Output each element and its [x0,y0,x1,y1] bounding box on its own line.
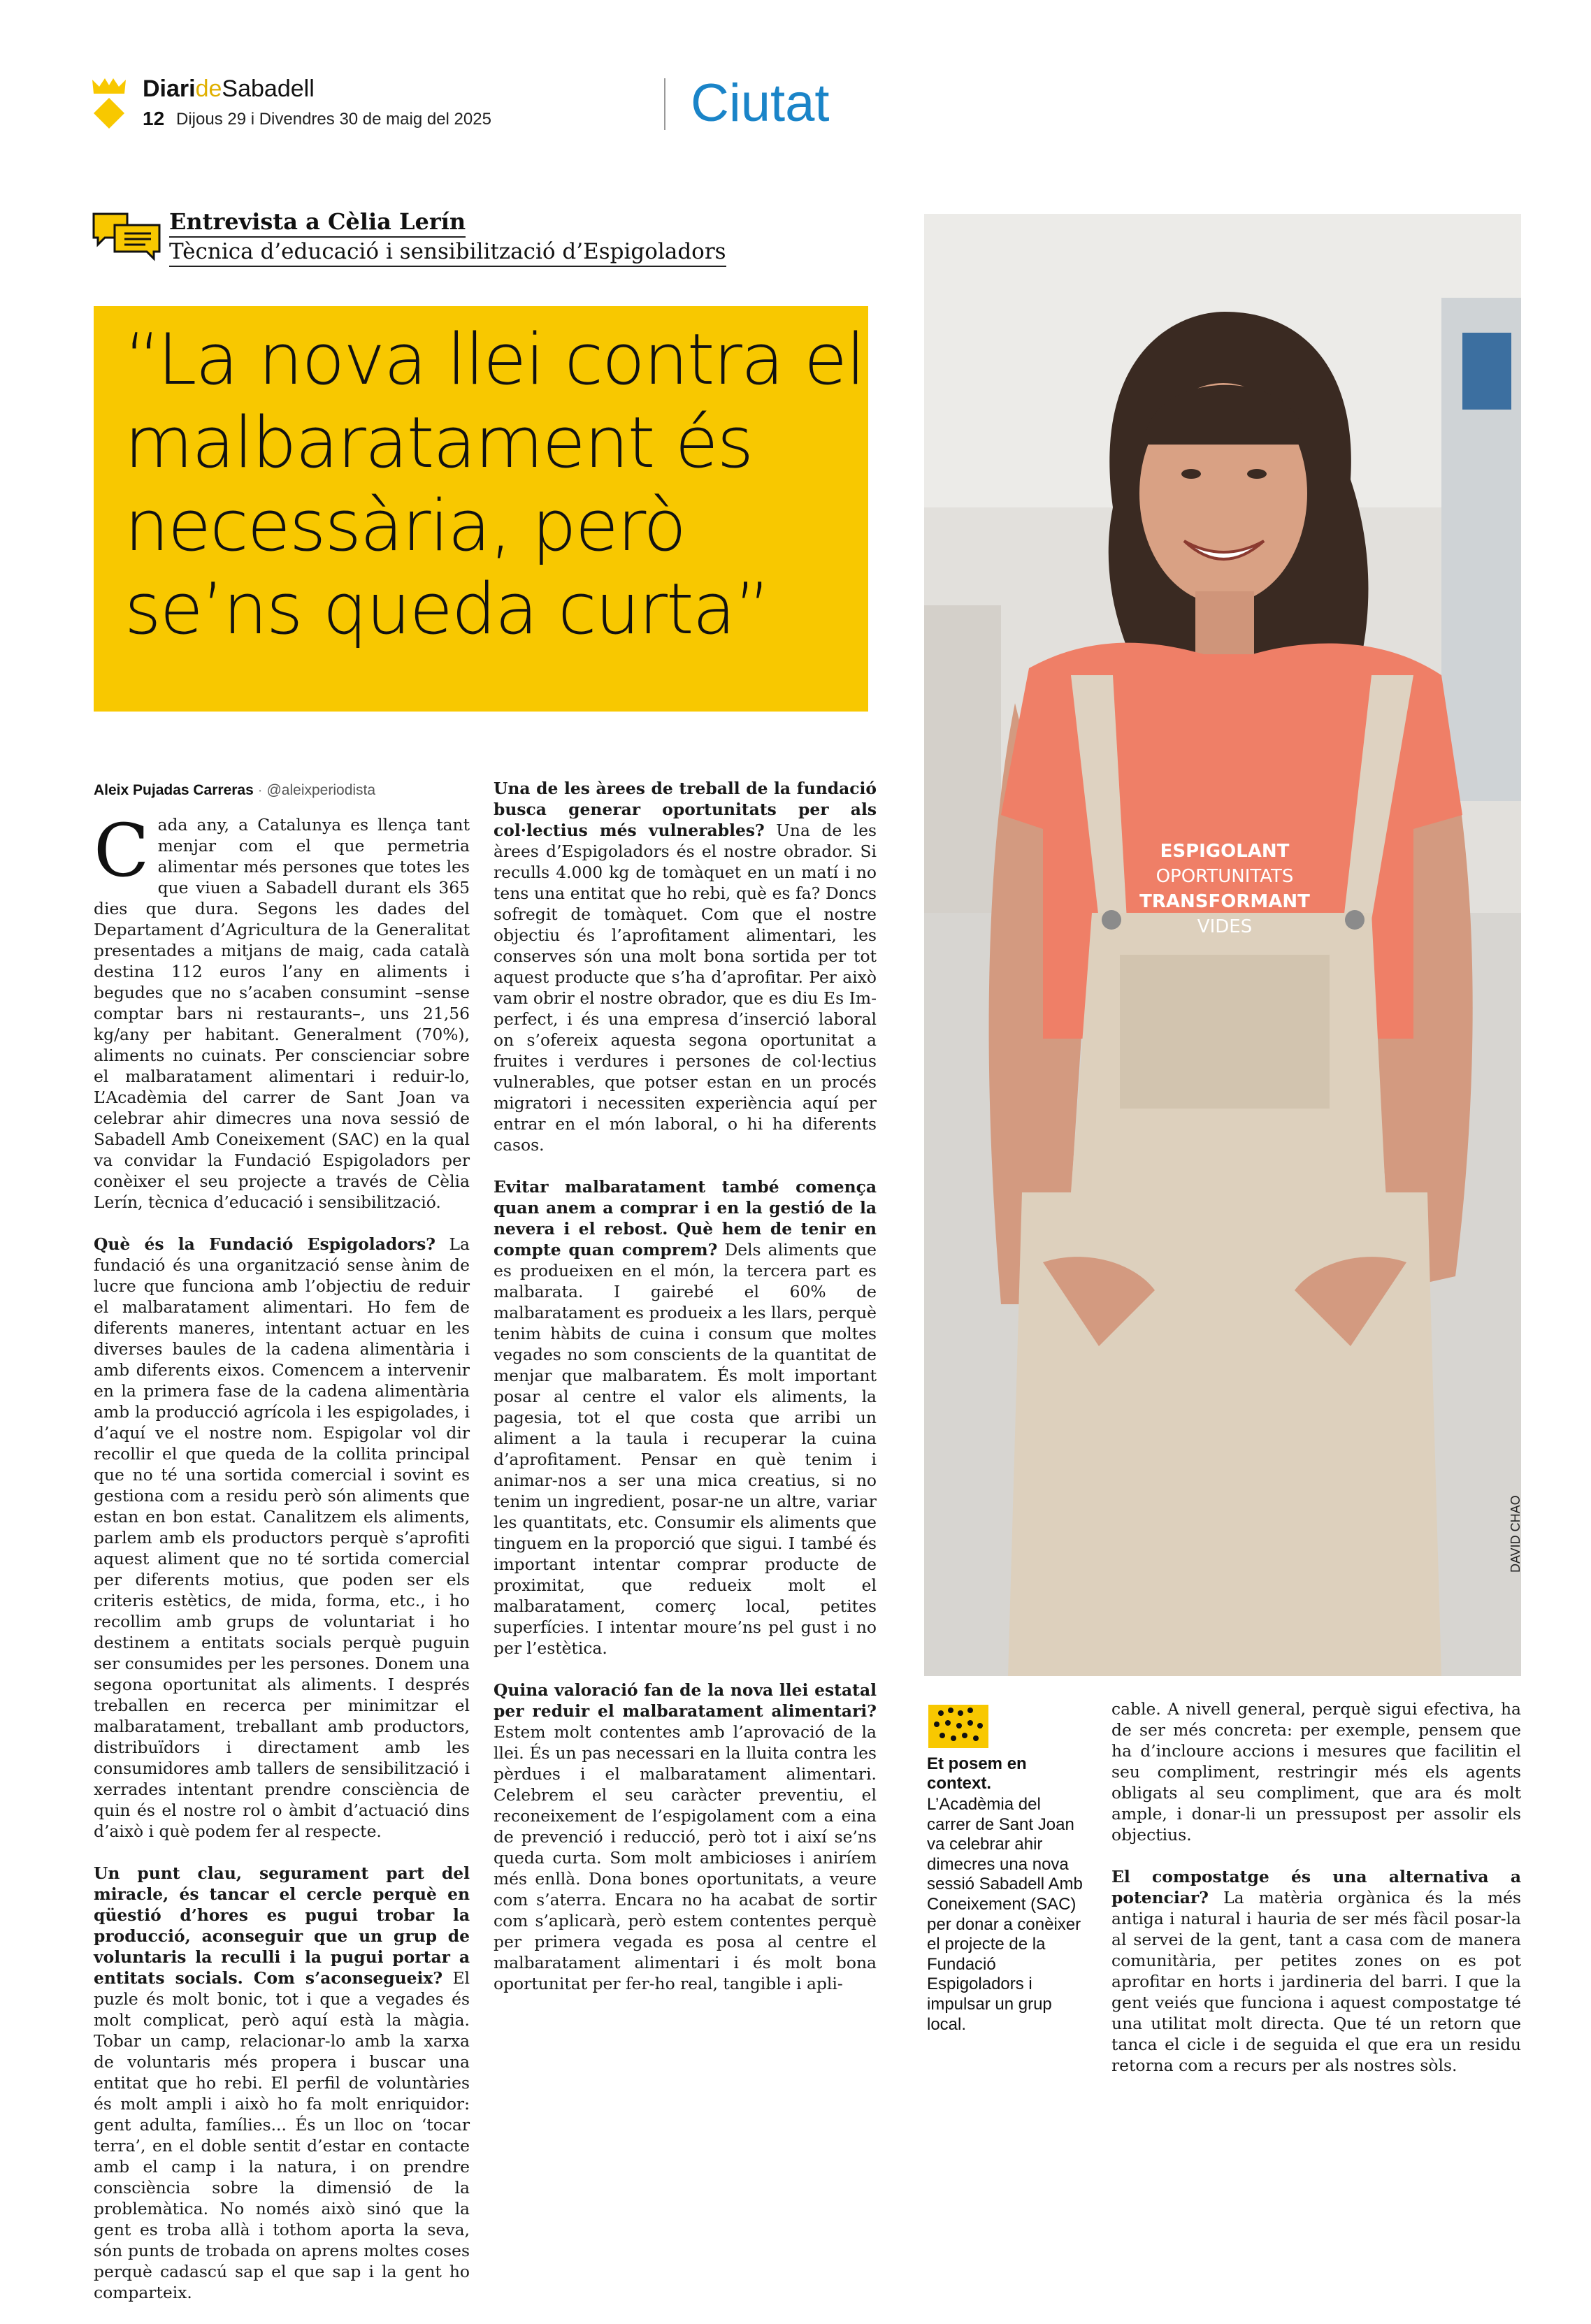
interviewee-role: Tècnica d’educació i sensibilització d’Espigoladors [169,239,726,267]
context-dots-icon [927,1703,990,1749]
article-column-2 [494,778,877,2015]
question-1: Què és la Fundació Espigoladors? [94,1234,436,1254]
shirt-text-line-3: TRANSFORMANT [1139,891,1310,912]
interviewee-photo [924,214,1521,1676]
qa-block-5 [494,1680,877,1994]
section-title[interactable]: Ciutat [691,73,830,133]
newspaper-name-city: Sabadell [222,75,315,102]
portrait-illustration [924,214,1521,1676]
drop-cap: C [94,808,150,893]
article-column-3 [1111,1698,1521,2097]
question-3: Una de les àrees de treball de la fundació busca generar oportunitats per als col·lectius més vulnerables? [494,779,877,840]
photo-credit: DAVID CHAO [1509,1495,1522,1573]
interview-kicker: Entrevista a Cèlia Lerín [169,208,466,238]
newspaper-crest-icon [89,77,129,130]
issue-date: Dijous 29 i Divendres 30 de maig del 2025 [176,110,491,129]
answer-1: La fundació és una organització sense ànim de lucre que funciona amb l’objectiu de reduir el malbaratament alimentari. Ho fem de diferents maneres, intentant actuar en les diverses baules de la cadena alimentària i amb diferents eixos. Comencem a intervenir en la primera fase de la cadena alimentària amb la producció agrícola i les espigolades, i d’aquí ve el nostre nom. Espigolar vol dir recollir el que queda de la collita principal que no té una sortida comercial i sovint es gestiona com a residu però són aliments que estan en bon estat. Canalitzem els aliments, parlem amb els productors perquè s’aprofiti aquest aliment que no té sortida comercial per diferents motius, que poden ser els criteris estètics, de mida, forma, etc., i ho recollim amb grups de voluntariat i ho destinem a entitats socials perquè puguin ser consumides per les persones. Donem una segona oportunitat als aliments. I després treballen en recerca per minimitzar el malbaratament, treballant amb productors, distribuïdors i directament amb les consumidores amb tallers de sensibilització i xerrades intentant prendre consciència de quin és el nostre rol o àmbit d’actuació dins d’això i què podem fer al respecte. [94,1234,470,1841]
shirt-text-line-2: OPORTUNITATS [1156,866,1294,887]
qa-block-6 [1111,1866,1521,2076]
newspaper-name-bold: Diari [143,75,196,102]
interview-chat-icon [91,210,164,261]
byline [94,782,375,799]
header-divider [664,78,665,130]
headline[interactable]: “La nova llei contra el malbaratament és necessària, però se’ns queda curta” [124,318,865,650]
newspaper-name[interactable] [143,75,315,103]
answer-3: Una de les àrees d’Espigoladors és el nostre obrador. Si reculls 4.000 kg de tomàquet en un matí i no tens una entitat que ho rebi, què es fa? Doncs sofregit de tomàquet. Com que el nostre objectiu és l’aprofitament alimentari, les conserves són una molt bona sortida per tot aquest producte que s’ha d’aprofitar. Per això vam obrir el nostre obrador, que es diu Es Im-perfect, i és una empresa d’inserció laboral on s’ofereix aquesta segona oportunitat a fruites i verdures i persones de col·lectius vulnerables, que potser estan en un procés migratori i necessiten experiència aquí per entrar en el món laboral, o hi ha diferents casos. [494,821,877,1155]
question-2: Un punt clau, segurament part del miracle, és tancar el cercle perquè en qüestió d’hores es pugui trobar la producció, aconseguir que un grup de voluntaris la reculli i la pugui portar a entitats socials. Com s’aconsegueix? [94,1863,470,1988]
qa-block-2 [94,1863,470,2303]
qa-block-1 [94,1234,470,1842]
newspaper-name-de: de [195,75,222,102]
shirt-text-line-1: ESPIGOLANT [1160,841,1290,862]
article-column-1 [94,808,470,2324]
author-handle[interactable]: @aleixperiodista [266,782,376,798]
answer-2: El puzle és molt bonic, tot i que a vegades és molt complicat, però aquí està la màgia. Tobar un camp, relacionar-lo amb la xarxa de voluntaris més propera i buscar una entitat que ho rebi. El perfil de voluntàries és molt ampli i això ho fa molt enriquidor: gent adulta, famílies... És un lloc on ‘tocar terra’, en el doble sentit d’estar en contacte amb el camp i la natura, i on prendre consciència sobre la dimensió de la problemàtica. No només això sinó que la gent es troba allà i tothom aporta la seva, són punts de trobada on aprens moltes coses perquè cadascú sap el que sap i la gent ho comparteix. [94,1968,470,2302]
answer-6: La matèria orgànica és la més antiga i natural i hauria de ser més fàcil posar-la al servei de la gent, tant a casa com de manera comunitària, per petites zones on es pot aprofitar en horts i jardineria del barri. I que la gent veiés que funciona i aquest compostatge té una utilitat molt directa. Que té un retorn que tanca el cicle i de seguida el que era un residu retorna com a recurs per als nostres sòls. [1111,1888,1522,2075]
answer-5-part-1: Estem molt contentes amb l’aprovació de la llei. És un pas necessari en la lluita contra les pèrdues i el malbaratament alimentari. Celebrem el seu caràcter preventiu, el reconeixement de l’espigolament com a eina de prevenció i reducció, però tot i així se’ns queda curta. Som molt ambicioses i aniríem més enllà. Dona bones oportunitats, a veure com s’aterra. Encara no ha acabat de sortir com s’aplicarà, però estem contentes perquè per primera vegada es posa al centre el malbaratament alimentari i és molt bona oportunitat per fer-ho real, tangible i apli- [494,1722,877,1993]
qa-block-4 [494,1176,877,1659]
question-5: Quina valoració fan de la nova llei estatal per reduir el malbaratament alimentari? [494,1680,877,1721]
shirt-text-line-4: VIDES [1197,916,1253,937]
answer-4: Dels aliments que es produeixen en el món, la tercera part es malbarata. I gairebé el 60% de malbaratament es produeix a les llars, perquè tenim hàbits de cuina i consum que moltes vegades no som conscients de la quantitat de menjar que malbaratem. És molt important posar al centre el valor els aliments, la pagesia, tot el que costa que arribi un aliment a la taula i recuperar la cuina d’aprofitament. Pensar en què tenim i animar-nos a ser una mica creatius, si no tenim un ingredient, posar-ne un altre, variar les quantitats, etc. Consumir els aliments que tinguem en la proporció que sigui. I també és important intentar comprar producte de proximitat, que redueix molt el malbaratament, comerç local, petites superfícies. I intentar moure’ns pel gust i no per l’estètica. [494,1240,877,1658]
article-intro [94,808,470,1213]
author-name: Aleix Pujadas Carreras [94,782,254,798]
intro-text: ada any, a Catalunya es llença tant menjar com el que permetria alimentar més persones que totes les que viuen a Sabadell durant els 365 dies que dura. Segons les dades del Departament d’Agricultura de la Generalitat presentades a mitjans de maig, cada català destina 112 euros l’any en aliments i begudes que no s’acaben consumint –sense comptar bars ni restaurants–, uns 21,56 kg/any per habitant. Generalment (70%), aliments no cuinats. Per conscienciar sobre el malbaratament alimentari i reduir-lo, L’Acadèmia del carrer de Sant Joan va celebrar ahir dimecres una nova sessió de Sabadell Amb Coneixement (SAC) en la qual va convidar la Fundació Espigoladors per conèixer el seu projecte a través de Cèlia Lerín, tècnica d’educació i sensibilització. [94,815,470,1212]
context-title: Et posem en context. [927,1754,1027,1793]
page-number: 12 [143,108,165,129]
qa-block-3 [494,778,877,1155]
byline-separator: · [257,782,263,798]
question-6: El compostatge és una alternativa a potenciar? [1111,1867,1521,1907]
context-text: L’Acadèmia del carrer de Sant Joan va celebrar ahir dimecres una nova sessió Sabadell Amb Coneixement (SAC) per donar a conèixer el projecte de la Fundació Espigoladors i impulsar un grup local. [927,1795,1083,2034]
question-4: Evitar malbaratament també comença quan anem a comprar i en la gestió de la nevera i el rebost. Què hem de tenir en compte quan comprem? [494,1177,877,1260]
answer-5-part-2: cable. A nivell general, perquè sigui efectiva, ha de ser més concreta: per exemple, pensem que ha d’incloure accions i mesures que facilitin el seu compliment, restringir més els agents obligats al seu compliment, que ara és molt ample, i donar-li un pressupost per assolir els objectius. [1111,1699,1521,1845]
